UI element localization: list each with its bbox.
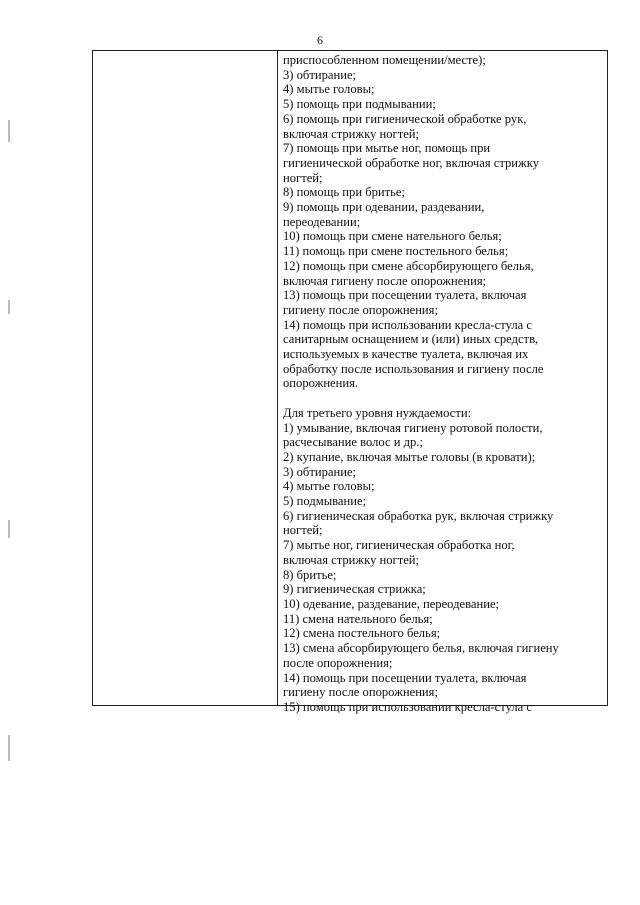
list-line: 7) помощь при мытье ног, помощь при [283, 141, 491, 156]
list-line: 11) смена нательного белья; [283, 611, 433, 626]
list-line: обработку после использования и гигиену после [283, 361, 544, 376]
list-line: после опорожнения; [283, 655, 393, 670]
list-line: 6) гигиеническая обработка рук, включая стрижку [283, 508, 554, 523]
list-line: используемых в качестве туалета, включая их [283, 347, 529, 362]
scan-margin-marks [8, 0, 12, 905]
list-line: 8) помощь при бритье; [283, 185, 405, 200]
list-line: опорожнения. [283, 376, 359, 391]
list-line: расчесывание волос и др.; [283, 435, 423, 450]
section-a-list [283, 53, 601, 391]
list-line: ногтей; [283, 170, 323, 185]
list-line: 14) помощь при посещении туалета, включая [283, 670, 527, 685]
table-right-column [278, 51, 607, 714]
list-line: гигиену после опорожнения; [283, 685, 438, 700]
list-line: включая стрижку ногтей; [283, 126, 420, 141]
list-line: 15) помощь при использовании кресла-стула с [283, 699, 532, 714]
list-line: 13) помощь при посещении туалета, включая [283, 288, 527, 303]
list-line: гигиенической обработке ног, включая стрижку [283, 155, 539, 170]
list-line: 9) гигиеническая стрижка; [283, 582, 426, 597]
list-line: 14) помощь при использовании кресла-стула с [283, 317, 532, 332]
list-line: 7) мытье ног, гигиеническая обработка ног, [283, 538, 515, 553]
list-line: ногтей; [283, 523, 323, 538]
page-number: 6 [317, 33, 323, 47]
list-line: 3) обтирание; [283, 464, 357, 479]
list-line: включая гигиену после опорожнения; [283, 273, 487, 288]
list-line: приспособленном помещении/месте); [283, 53, 486, 67]
document-table [92, 50, 608, 714]
section-b-list [283, 406, 601, 715]
list-line: 6) помощь при гигиенической обработке рук, [283, 111, 527, 126]
list-line: включая стрижку ногтей; [283, 552, 420, 567]
list-line: 12) помощь при смене абсорбирующего белья, [283, 258, 534, 273]
list-line: 10) помощь при смене нательного белья; [283, 229, 502, 244]
list-line: 2) купание, включая мытье головы (в кровати); [283, 449, 536, 464]
list-line: 8) бритье; [283, 567, 337, 582]
section-b-heading: Для третьего уровня нуждаемости: [283, 405, 472, 420]
list-line: 12) смена постельного белья; [283, 626, 441, 641]
list-line: санитарным оснащением и (или) иных средств, [283, 332, 539, 347]
list-line: 5) помощь при подмывании; [283, 97, 436, 112]
list-line: 9) помощь при одевании, раздевании, [283, 200, 485, 215]
list-line: 10) одевание, раздевание, переодевание; [283, 597, 500, 611]
list-line: 11) помощь при смене постельного белья; [283, 244, 509, 259]
paragraph-gap [283, 391, 601, 406]
list-line: 13) смена абсорбирующего белья, включая гигиену [283, 641, 559, 656]
list-line: гигиену после опорожнения; [283, 302, 438, 317]
list-line: 3) обтирание; [283, 67, 357, 82]
list-line: 1) умывание, включая гигиену ротовой полости, [283, 420, 543, 435]
list-line: 4) мытье головы; [283, 82, 375, 97]
list-line: 4) мытье головы; [283, 479, 375, 494]
table-left-column [93, 51, 278, 705]
list-line: 5) подмывание; [283, 494, 367, 509]
list-line: переодевании; [283, 214, 361, 229]
